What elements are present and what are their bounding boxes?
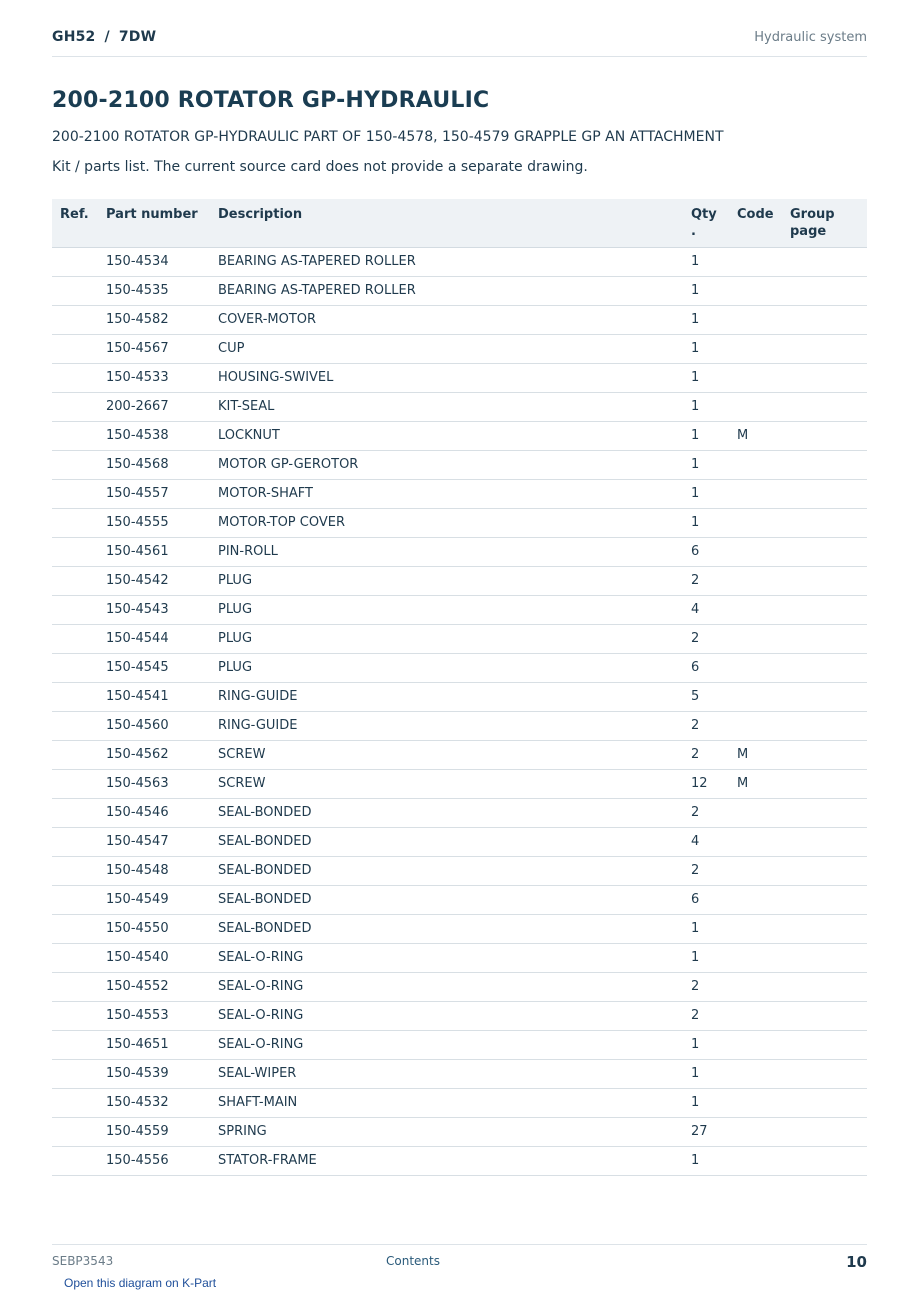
cell-qty: 1 [691, 1059, 737, 1088]
cell-ref [52, 711, 106, 740]
cell-part-number: 150-4535 [106, 276, 218, 305]
page-header [52, 28, 867, 57]
cell-group-page [790, 914, 867, 943]
cell-part-number: 150-4567 [106, 334, 218, 363]
cell-code [737, 305, 790, 334]
cell-qty: 2 [691, 740, 737, 769]
cell-code [737, 943, 790, 972]
document-id: SEBP3543 [52, 1254, 114, 1268]
cell-code [737, 508, 790, 537]
cell-part-number: 150-4549 [106, 885, 218, 914]
cell-ref [52, 943, 106, 972]
cell-ref [52, 1059, 106, 1088]
cell-code [737, 479, 790, 508]
cell-description: SPRING [218, 1117, 691, 1146]
cell-code [737, 972, 790, 1001]
cell-description: SEAL-BONDED [218, 827, 691, 856]
cell-qty: 1 [691, 1030, 737, 1059]
parts-table-body [52, 247, 867, 1175]
cell-description: PIN-ROLL [218, 537, 691, 566]
table-row [52, 856, 867, 885]
table-row [52, 595, 867, 624]
cell-group-page [790, 972, 867, 1001]
cell-ref [52, 624, 106, 653]
cell-ref [52, 972, 106, 1001]
cell-ref [52, 566, 106, 595]
cell-ref [52, 1001, 106, 1030]
open-kpart-link[interactable]: Open this diagram on K-Part [64, 1276, 217, 1290]
cell-qty: 1 [691, 305, 737, 334]
cell-description: PLUG [218, 595, 691, 624]
column-header-code: Code [737, 199, 790, 247]
cell-ref [52, 421, 106, 450]
cell-group-page [790, 305, 867, 334]
column-header-description: Description [218, 199, 691, 247]
cell-code [737, 1088, 790, 1117]
cell-qty: 1 [691, 363, 737, 392]
cell-qty: 1 [691, 421, 737, 450]
table-row [52, 363, 867, 392]
cell-code [737, 334, 790, 363]
cell-part-number: 150-4532 [106, 1088, 218, 1117]
page-note: Kit / parts list. The current source card does not provide a separate drawing. [52, 159, 588, 175]
cell-part-number: 150-4538 [106, 421, 218, 450]
contents-link[interactable]: Contents [386, 1254, 440, 1268]
cell-qty: 1 [691, 914, 737, 943]
cell-description: MOTOR-SHAFT [218, 479, 691, 508]
cell-group-page [790, 1030, 867, 1059]
cell-group-page [790, 479, 867, 508]
cell-part-number: 150-4548 [106, 856, 218, 885]
cell-part-number: 150-4547 [106, 827, 218, 856]
cell-part-number: 150-4563 [106, 769, 218, 798]
cell-qty: 4 [691, 827, 737, 856]
cell-part-number: 150-4568 [106, 450, 218, 479]
table-header-row [52, 199, 867, 247]
table-row [52, 711, 867, 740]
cell-code [737, 682, 790, 711]
cell-group-page [790, 421, 867, 450]
cell-ref [52, 1088, 106, 1117]
cell-qty: 1 [691, 1146, 737, 1175]
cell-description: BEARING AS-TAPERED ROLLER [218, 247, 691, 276]
cell-description: SEAL-WIPER [218, 1059, 691, 1088]
cell-group-page [790, 537, 867, 566]
cell-description: PLUG [218, 653, 691, 682]
column-header-group-line1: Group [790, 207, 835, 222]
table-row [52, 653, 867, 682]
cell-ref [52, 740, 106, 769]
cell-group-page [790, 247, 867, 276]
cell-group-page [790, 363, 867, 392]
cell-group-page [790, 1059, 867, 1088]
cell-code [737, 1117, 790, 1146]
cell-qty: 1 [691, 479, 737, 508]
cell-qty: 6 [691, 653, 737, 682]
table-row [52, 247, 867, 276]
cell-group-page [790, 334, 867, 363]
cell-description: LOCKNUT [218, 421, 691, 450]
cell-qty: 2 [691, 856, 737, 885]
cell-code [737, 247, 790, 276]
cell-description: KIT-SEAL [218, 392, 691, 421]
table-row [52, 972, 867, 1001]
column-header-qty-line2: . [691, 224, 696, 239]
cell-ref [52, 914, 106, 943]
cell-ref [52, 334, 106, 363]
page-subtitle: 200-2100 ROTATOR GP-HYDRAULIC PART OF 150-4578, 150-4579 GRAPPLE GP AN ATTACHMENT [52, 129, 724, 145]
column-header-group-page [790, 199, 867, 247]
cell-ref [52, 392, 106, 421]
cell-code [737, 363, 790, 392]
cell-qty: 2 [691, 972, 737, 1001]
cell-description: COVER-MOTOR [218, 305, 691, 334]
cell-code [737, 885, 790, 914]
cell-code [737, 566, 790, 595]
cell-description: SEAL-BONDED [218, 856, 691, 885]
cell-code [737, 914, 790, 943]
table-row [52, 276, 867, 305]
cell-group-page [790, 711, 867, 740]
cell-group-page [790, 450, 867, 479]
table-row [52, 682, 867, 711]
cell-part-number: 150-4557 [106, 479, 218, 508]
cell-description: BEARING AS-TAPERED ROLLER [218, 276, 691, 305]
cell-qty: 2 [691, 566, 737, 595]
table-row [52, 1001, 867, 1030]
cell-group-page [790, 1146, 867, 1175]
cell-part-number: 150-4541 [106, 682, 218, 711]
cell-ref [52, 1117, 106, 1146]
cell-part-number: 150-4561 [106, 537, 218, 566]
cell-qty: 6 [691, 885, 737, 914]
cell-part-number: 150-4544 [106, 624, 218, 653]
cell-ref [52, 1030, 106, 1059]
cell-qty: 12 [691, 769, 737, 798]
cell-ref [52, 856, 106, 885]
cell-group-page [790, 624, 867, 653]
cell-part-number: 150-4560 [106, 711, 218, 740]
parts-table [52, 199, 867, 1176]
cell-code: M [737, 421, 790, 450]
cell-qty: 1 [691, 508, 737, 537]
cell-code [737, 392, 790, 421]
cell-description: SCREW [218, 740, 691, 769]
cell-description: RING-GUIDE [218, 682, 691, 711]
table-row [52, 537, 867, 566]
breadcrumb-serial: 7DW [118, 29, 157, 45]
table-row [52, 1030, 867, 1059]
cell-code [737, 276, 790, 305]
cell-code [737, 653, 790, 682]
page-title: 200-2100 ROTATOR GP-HYDRAULIC [52, 88, 490, 113]
table-row [52, 1088, 867, 1117]
page-footer [52, 1244, 867, 1275]
cell-ref [52, 450, 106, 479]
cell-qty: 6 [691, 537, 737, 566]
cell-code [737, 856, 790, 885]
cell-description: SEAL-O-RING [218, 972, 691, 1001]
cell-group-page [790, 595, 867, 624]
cell-qty: 1 [691, 943, 737, 972]
column-header-qty-line1: Qty [691, 207, 717, 222]
cell-part-number: 150-4550 [106, 914, 218, 943]
table-row [52, 450, 867, 479]
cell-group-page [790, 392, 867, 421]
cell-ref [52, 798, 106, 827]
cell-code: M [737, 740, 790, 769]
cell-ref [52, 595, 106, 624]
cell-ref [52, 363, 106, 392]
cell-ref [52, 508, 106, 537]
column-header-qty [691, 199, 737, 247]
cell-description: STATOR-FRAME [218, 1146, 691, 1175]
table-row [52, 769, 867, 798]
cell-ref [52, 682, 106, 711]
cell-description: MOTOR-TOP COVER [218, 508, 691, 537]
cell-ref [52, 247, 106, 276]
table-row [52, 914, 867, 943]
cell-qty: 1 [691, 276, 737, 305]
cell-part-number: 150-4555 [106, 508, 218, 537]
cell-qty: 1 [691, 247, 737, 276]
cell-qty: 5 [691, 682, 737, 711]
cell-part-number: 150-4556 [106, 1146, 218, 1175]
cell-code [737, 711, 790, 740]
column-header-ref: Ref. [52, 199, 106, 247]
table-row [52, 479, 867, 508]
cell-part-number: 150-4533 [106, 363, 218, 392]
cell-group-page [790, 827, 867, 856]
cell-group-page [790, 740, 867, 769]
page-number: 10 [846, 1253, 867, 1271]
cell-code [737, 1146, 790, 1175]
cell-group-page [790, 1117, 867, 1146]
cell-part-number: 150-4559 [106, 1117, 218, 1146]
breadcrumb [52, 29, 156, 45]
section-name: Hydraulic system [754, 30, 867, 45]
cell-group-page [790, 856, 867, 885]
cell-part-number: 150-4543 [106, 595, 218, 624]
cell-part-number: 200-2667 [106, 392, 218, 421]
table-row [52, 885, 867, 914]
cell-part-number: 150-4553 [106, 1001, 218, 1030]
cell-code [737, 1030, 790, 1059]
cell-group-page [790, 798, 867, 827]
cell-description: HOUSING-SWIVEL [218, 363, 691, 392]
cell-ref [52, 653, 106, 682]
cell-part-number: 150-4539 [106, 1059, 218, 1088]
cell-qty: 4 [691, 595, 737, 624]
cell-part-number: 150-4534 [106, 247, 218, 276]
cell-code [737, 827, 790, 856]
cell-qty: 1 [691, 1088, 737, 1117]
cell-code [737, 595, 790, 624]
cell-ref [52, 305, 106, 334]
cell-part-number: 150-4542 [106, 566, 218, 595]
table-row [52, 334, 867, 363]
table-row [52, 798, 867, 827]
table-row [52, 624, 867, 653]
cell-ref [52, 827, 106, 856]
cell-code [737, 1001, 790, 1030]
table-row [52, 305, 867, 334]
cell-group-page [790, 653, 867, 682]
cell-description: SHAFT-MAIN [218, 1088, 691, 1117]
cell-code [737, 624, 790, 653]
cell-qty: 1 [691, 334, 737, 363]
cell-part-number: 150-4582 [106, 305, 218, 334]
cell-code [737, 537, 790, 566]
column-header-part-number: Part number [106, 199, 218, 247]
cell-description: SEAL-BONDED [218, 798, 691, 827]
cell-group-page [790, 276, 867, 305]
cell-ref [52, 885, 106, 914]
cell-part-number: 150-4552 [106, 972, 218, 1001]
cell-ref [52, 276, 106, 305]
cell-qty: 27 [691, 1117, 737, 1146]
cell-qty: 2 [691, 798, 737, 827]
cell-part-number: 150-4651 [106, 1030, 218, 1059]
cell-part-number: 150-4545 [106, 653, 218, 682]
table-row [52, 392, 867, 421]
table-row [52, 1059, 867, 1088]
cell-group-page [790, 508, 867, 537]
cell-qty: 2 [691, 711, 737, 740]
table-row [52, 421, 867, 450]
cell-description: CUP [218, 334, 691, 363]
cell-qty: 2 [691, 624, 737, 653]
cell-description: PLUG [218, 566, 691, 595]
cell-qty: 1 [691, 450, 737, 479]
table-row [52, 740, 867, 769]
cell-description: SCREW [218, 769, 691, 798]
cell-ref [52, 769, 106, 798]
table-row [52, 943, 867, 972]
cell-part-number: 150-4562 [106, 740, 218, 769]
table-row [52, 508, 867, 537]
table-row [52, 827, 867, 856]
cell-part-number: 150-4540 [106, 943, 218, 972]
cell-description: MOTOR GP-GEROTOR [218, 450, 691, 479]
breadcrumb-model: GH52 [52, 29, 96, 45]
cell-group-page [790, 566, 867, 595]
cell-description: RING-GUIDE [218, 711, 691, 740]
cell-description: SEAL-O-RING [218, 1001, 691, 1030]
cell-group-page [790, 1001, 867, 1030]
cell-ref [52, 1146, 106, 1175]
table-row [52, 566, 867, 595]
cell-code [737, 450, 790, 479]
cell-group-page [790, 769, 867, 798]
cell-qty: 1 [691, 392, 737, 421]
cell-group-page [790, 943, 867, 972]
cell-code [737, 798, 790, 827]
cell-code [737, 1059, 790, 1088]
cell-code: M [737, 769, 790, 798]
cell-group-page [790, 885, 867, 914]
cell-part-number: 150-4546 [106, 798, 218, 827]
cell-description: SEAL-O-RING [218, 1030, 691, 1059]
cell-description: SEAL-BONDED [218, 885, 691, 914]
table-row [52, 1146, 867, 1175]
cell-description: PLUG [218, 624, 691, 653]
table-row [52, 1117, 867, 1146]
cell-description: SEAL-O-RING [218, 943, 691, 972]
cell-description: SEAL-BONDED [218, 914, 691, 943]
breadcrumb-separator: / [104, 29, 110, 45]
column-header-group-line2: page [790, 224, 827, 239]
cell-ref [52, 537, 106, 566]
cell-group-page [790, 682, 867, 711]
cell-group-page [790, 1088, 867, 1117]
cell-qty: 2 [691, 1001, 737, 1030]
cell-ref [52, 479, 106, 508]
